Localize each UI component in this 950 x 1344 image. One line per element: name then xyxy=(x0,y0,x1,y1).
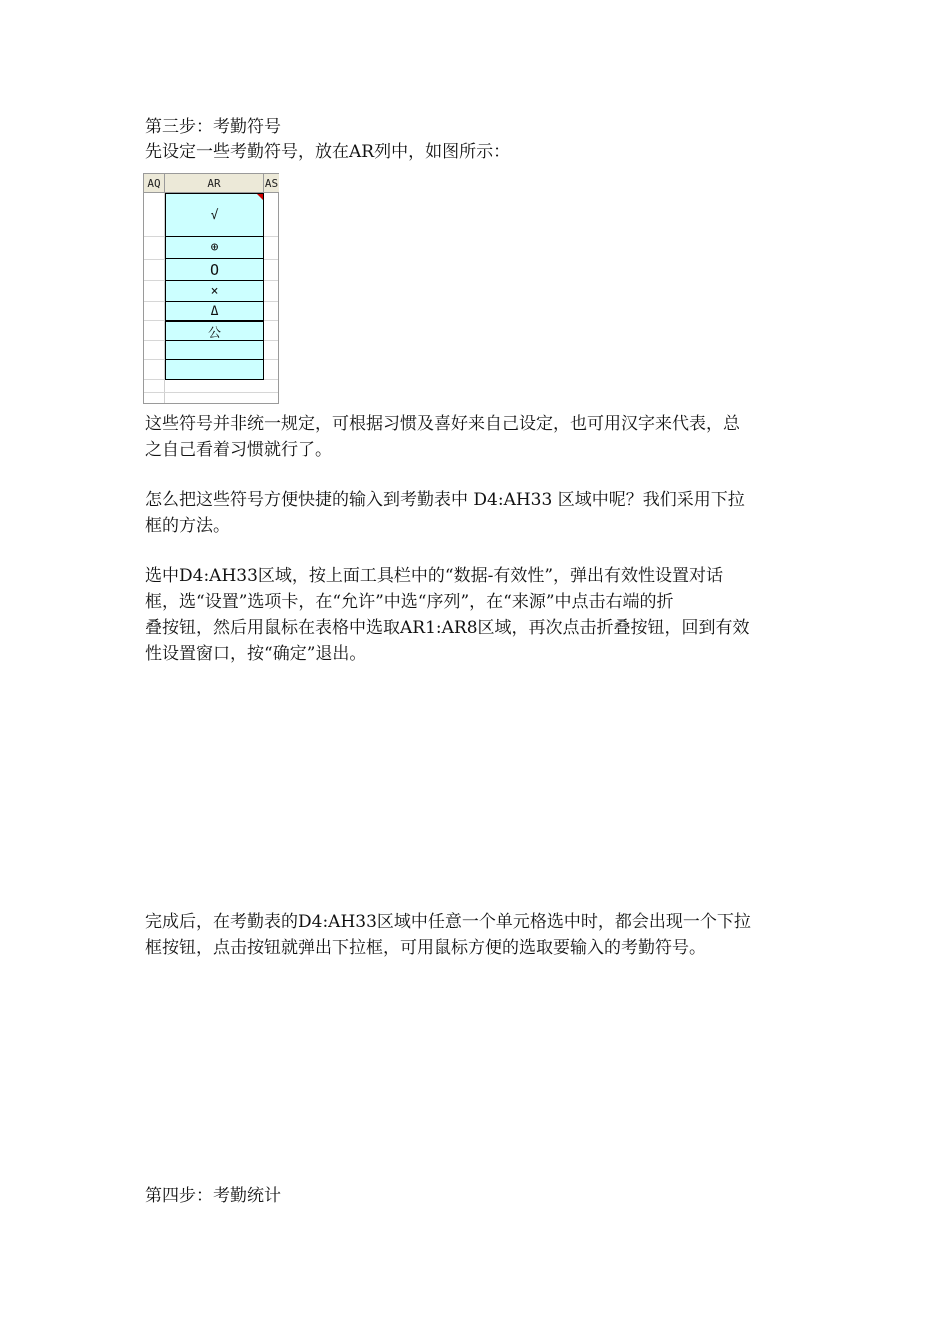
paragraph-line: 怎么把这些符号方便快捷的输入到考勤表中 D4:AH33 区域中呢？我们采用下拉 xyxy=(145,490,745,510)
symbol-cell: × xyxy=(165,281,264,302)
paragraph-line: 性设置窗口，按“确定”退出。 xyxy=(145,644,367,664)
paragraph-instructions xyxy=(145,563,810,667)
step3-title: 第三步：考勤符号 xyxy=(145,117,281,137)
paragraph-line: 框按钮，点击按钮就弹出下拉框，可用鼠标方便的选取要输入的考勤符号。 xyxy=(145,938,706,958)
symbol-cell xyxy=(165,360,264,380)
paragraph-line: 叠按钮，然后用鼠标在表格中选取AR1:AR8区域，再次点击折叠按钮，回到有效 xyxy=(145,618,750,638)
symbol-cell: √ xyxy=(165,193,264,237)
column-header-as: AS xyxy=(264,174,279,193)
symbol-cell: ⊕ xyxy=(165,237,264,259)
spreadsheet-snippet xyxy=(143,173,279,404)
symbol-cell: O xyxy=(165,259,264,281)
paragraph-line: 完成后，在考勤表的D4:AH33区域中任意一个单元格选中时，都会出现一个下拉 xyxy=(145,912,751,932)
column-aq xyxy=(144,193,165,403)
column-as xyxy=(264,193,279,403)
column-header-ar: AR xyxy=(165,174,264,193)
symbol-cell: Δ xyxy=(165,302,264,322)
symbol-cell xyxy=(165,341,264,360)
paragraph-symbols-note xyxy=(145,411,810,463)
step4-title: 第四步：考勤统计 xyxy=(145,1186,281,1206)
paragraph-line: 框的方法。 xyxy=(145,516,230,536)
step3-intro: 先设定一些考勤符号，放在AR列中，如图所示： xyxy=(145,142,511,162)
row-line xyxy=(144,392,278,393)
paragraph-line: 之自己看着习惯就行了。 xyxy=(145,440,332,460)
paragraph-line: 选中D4:AH33区域，按上面工具栏中的“数据-有效性”，弹出有效性设置对话 xyxy=(145,566,724,586)
comment-indicator-icon xyxy=(257,194,263,200)
paragraph-question xyxy=(145,487,810,539)
column-header-aq: AQ xyxy=(144,174,165,193)
symbol-cell: 公 xyxy=(165,322,264,341)
paragraph-result xyxy=(145,909,810,961)
paragraph-line: 框，选“设置”选项卡，在“允许”中选“序列”，在“来源”中点击右端的折 xyxy=(145,592,674,612)
paragraph-line: 这些符号并非统一规定，可根据习惯及喜好来自己设定，也可用汉字来代表，总 xyxy=(145,414,740,434)
